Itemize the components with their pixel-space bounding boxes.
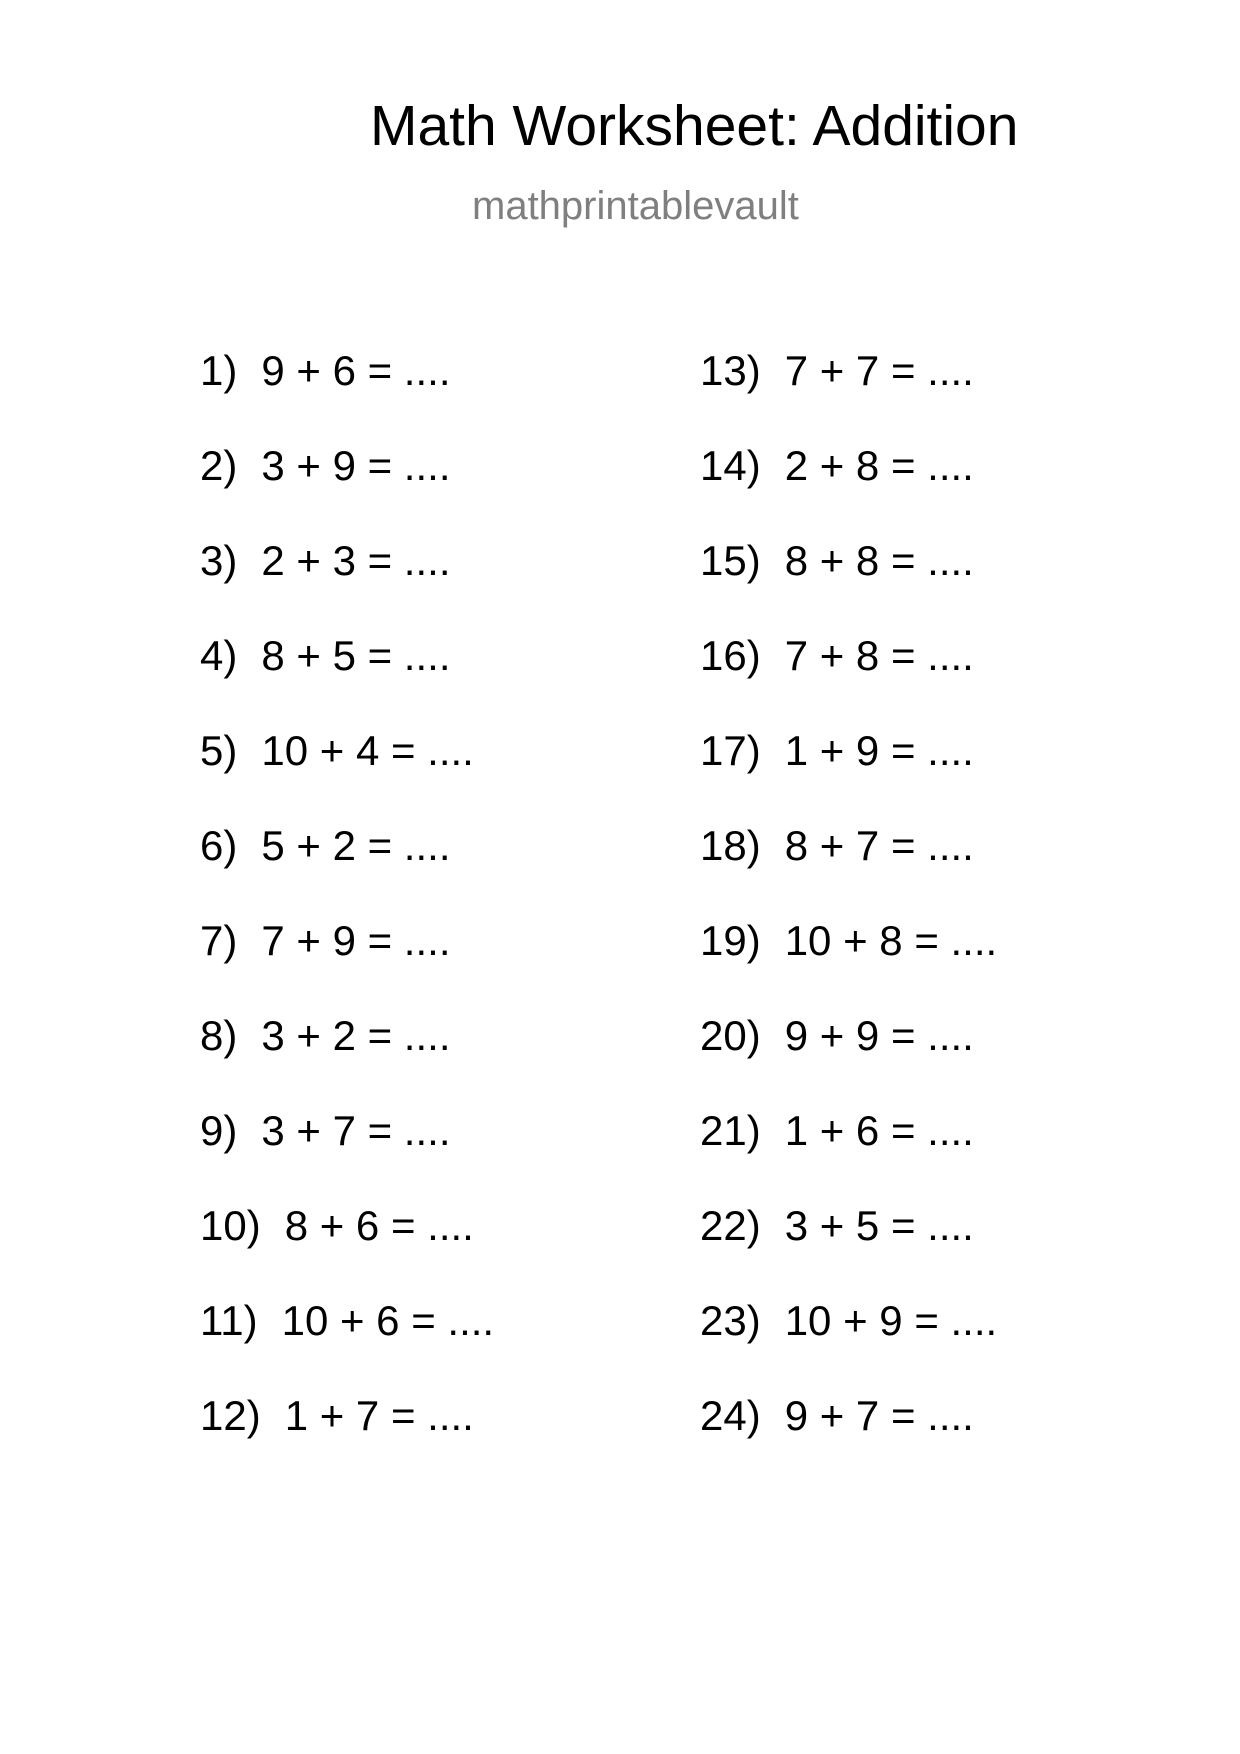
problem-expression: 8 + 7 = .... bbox=[784, 822, 974, 869]
problem-item-2 bbox=[200, 442, 494, 540]
problem-column-right bbox=[700, 347, 998, 1490]
problem-expression: 8 + 5 = .... bbox=[261, 632, 451, 679]
problem-number: 1) bbox=[200, 347, 238, 394]
problem-number: 14) bbox=[700, 442, 761, 489]
problem-item-21 bbox=[700, 1107, 997, 1205]
problem-item-12 bbox=[200, 1392, 494, 1490]
problem-item-8 bbox=[200, 1012, 494, 1110]
problem-item-7 bbox=[200, 917, 494, 1015]
problem-expression: 1 + 9 = .... bbox=[784, 727, 974, 774]
problem-number: 21) bbox=[700, 1107, 761, 1154]
problem-expression: 3 + 9 = .... bbox=[261, 442, 451, 489]
problem-expression: 10 + 8 = .... bbox=[784, 917, 998, 964]
problem-expression: 7 + 9 = .... bbox=[261, 917, 451, 964]
problem-number: 20) bbox=[700, 1012, 761, 1059]
problem-item-9 bbox=[200, 1107, 494, 1205]
problem-number: 8) bbox=[200, 1012, 238, 1059]
problem-expression: 9 + 7 = .... bbox=[784, 1392, 974, 1439]
problem-expression: 8 + 8 = .... bbox=[784, 537, 974, 584]
problem-number: 6) bbox=[200, 822, 238, 869]
problem-item-4 bbox=[200, 632, 494, 730]
problem-item-22 bbox=[700, 1202, 997, 1300]
problem-expression: 7 + 8 = .... bbox=[784, 632, 974, 679]
problem-expression: 10 + 4 = .... bbox=[261, 727, 474, 774]
problem-number: 12) bbox=[200, 1392, 261, 1439]
problem-item-5 bbox=[200, 727, 494, 825]
problem-number: 15) bbox=[700, 537, 761, 584]
problem-number: 18) bbox=[700, 822, 761, 869]
problem-number: 3) bbox=[200, 537, 238, 584]
problem-item-10 bbox=[200, 1202, 494, 1300]
page-subtitle: mathprintablevault bbox=[472, 184, 799, 228]
problem-number: 22) bbox=[700, 1202, 761, 1249]
problem-item-16 bbox=[700, 632, 997, 730]
problem-number: 23) bbox=[700, 1297, 761, 1344]
problem-number: 13) bbox=[700, 347, 761, 394]
problem-item-23 bbox=[700, 1297, 998, 1395]
problem-number: 17) bbox=[700, 727, 761, 774]
problem-number: 16) bbox=[700, 632, 761, 679]
problem-item-1 bbox=[200, 347, 494, 445]
problem-expression: 2 + 8 = .... bbox=[784, 442, 974, 489]
problem-expression: 9 + 9 = .... bbox=[784, 1012, 974, 1059]
problem-item-19 bbox=[700, 917, 998, 1015]
problem-expression: 10 + 9 = .... bbox=[784, 1297, 998, 1344]
problem-item-24 bbox=[700, 1392, 997, 1490]
problem-expression: 7 + 7 = .... bbox=[784, 347, 974, 394]
problem-number: 11) bbox=[200, 1297, 258, 1344]
problem-item-17 bbox=[700, 727, 997, 825]
problem-expression: 9 + 6 = .... bbox=[261, 347, 451, 394]
problem-item-14 bbox=[700, 442, 997, 540]
page-title: Math Worksheet: Addition bbox=[370, 94, 1019, 158]
problem-item-20 bbox=[700, 1012, 997, 1110]
problem-item-15 bbox=[700, 537, 997, 635]
problem-number: 2) bbox=[200, 442, 238, 489]
problem-expression: 1 + 7 = .... bbox=[284, 1392, 474, 1439]
problem-number: 9) bbox=[200, 1107, 238, 1154]
problem-item-18 bbox=[700, 822, 997, 920]
problem-expression: 10 + 6 = .... bbox=[281, 1297, 495, 1344]
problem-expression: 8 + 6 = .... bbox=[284, 1202, 474, 1249]
problem-number: 4) bbox=[200, 632, 238, 679]
problem-expression: 5 + 2 = .... bbox=[261, 822, 451, 869]
problem-expression: 2 + 3 = .... bbox=[261, 537, 451, 584]
problem-number: 24) bbox=[700, 1392, 761, 1439]
problem-expression: 3 + 7 = .... bbox=[261, 1107, 451, 1154]
problem-number: 10) bbox=[200, 1202, 261, 1249]
problem-expression: 3 + 2 = .... bbox=[261, 1012, 451, 1059]
problem-expression: 3 + 5 = .... bbox=[784, 1202, 974, 1249]
problem-item-11 bbox=[200, 1297, 495, 1395]
problem-expression: 1 + 6 = .... bbox=[784, 1107, 974, 1154]
problem-number: 7) bbox=[200, 917, 238, 964]
problem-number: 19) bbox=[700, 917, 761, 964]
problem-item-13 bbox=[700, 347, 997, 445]
problem-number: 5) bbox=[200, 727, 238, 774]
problem-item-6 bbox=[200, 822, 494, 920]
problem-column-left bbox=[200, 347, 495, 1490]
problem-item-3 bbox=[200, 537, 494, 635]
